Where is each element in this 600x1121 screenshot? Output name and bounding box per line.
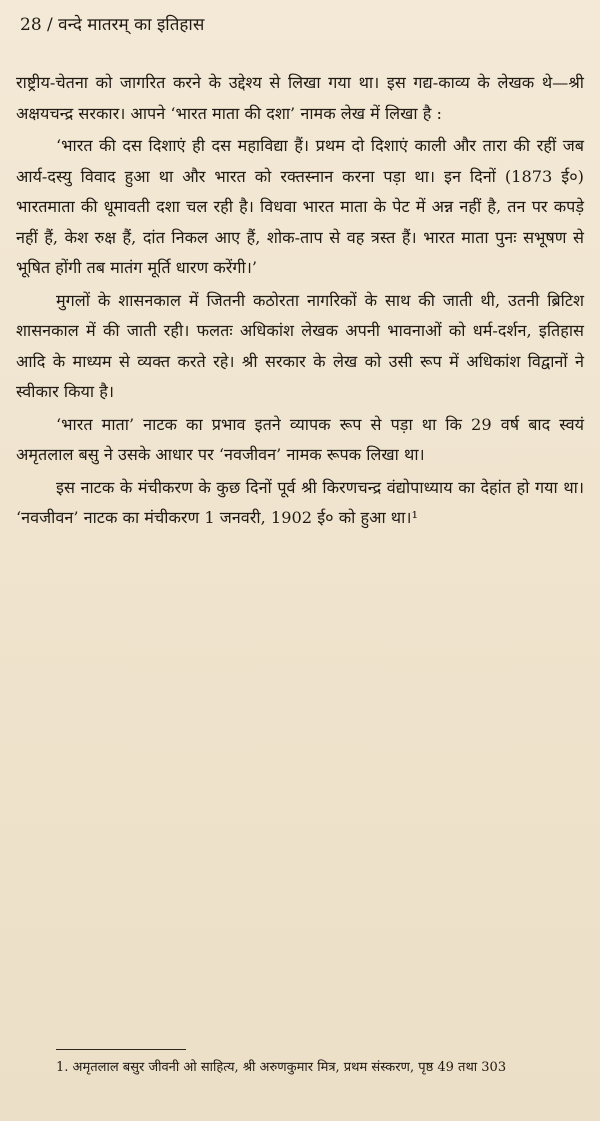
page-body <box>16 68 584 534</box>
paragraph-3: मुगलों के शासनकाल में जितनी कठोरता नागरिकों के साथ की जाती थी, उतनी ब्रिटिश शासनकाल में की जाती रही। फलतः अधिकांश लेखक अपनी भावनाओं को धर्म-दर्शन, इतिहास आदि के माध्यम से व्यक्त करते रहे। श्री सरकार के लेख को उसी रूप में अधिकांश विद्वानों ने स्वीकार किया है। <box>16 290 584 401</box>
paragraph-4: ‘भारत माता’ नाटक का प्रभाव इतने व्यापक रूप से पड़ा था कि 29 वर्ष बाद स्वयं अमृतलाल बसु ने उसके आधार पर ‘नवजीवन’ नामक रूपक लिखा था। <box>16 414 584 464</box>
paragraph-5: इस नाटक के मंचीकरण के कुछ दिनों पूर्व श्री किरणचन्द्र वंद्योपाध्याय का देहांत हो गया था। ‘नवजीवन’ नाटक का मंचीकरण 1 जनवरी, 1902 ई० को हुआ था।¹ <box>16 477 584 527</box>
footnote-divider <box>56 1049 186 1050</box>
paragraph-1: राष्ट्रीय-चेतना को जागरित करने के उद्देश्य से लिखा गया था। इस गद्य-काव्य के लेखक थे—श्री अक्षयचन्द्र सरकार। आपने ‘भारत माता की दशा’ नामक लेख में लिखा है : <box>16 73 584 123</box>
footnote: 1. अमृतलाल बसुर जीवनी ओ साहित्य, श्री अरुणकुमार मित्र, प्रथम संस्करण, पृष्ठ 49 तथा 303 <box>56 1060 507 1075</box>
quote-paragraph: ‘भारत की दस दिशाएं ही दस महाविद्या हैं। प्रथम दो दिशाएं काली और तारा की रहीं जब आर्य-दस्यु विवाद हुआ था और भारत को रक्तस्नान करना पड़ा था। इन दिनों (1873 ई०) भारतमाता की धूमावती दशा चल रही है। विधवा भारत माता के पेट में अन्न नहीं है, तन पर कपड़े नहीं हैं, केश रुक्ष हैं, दांत निकल आए हैं, शोक-ताप से वह त्रस्त हैं। भारत माता पुनः सभूषण से भूषित होंगी तब मातंग मूर्ति धारण करेंगी।’ <box>16 136 584 277</box>
running-header: 28 / वन्दे मातरम् का इतिहास <box>20 15 205 35</box>
